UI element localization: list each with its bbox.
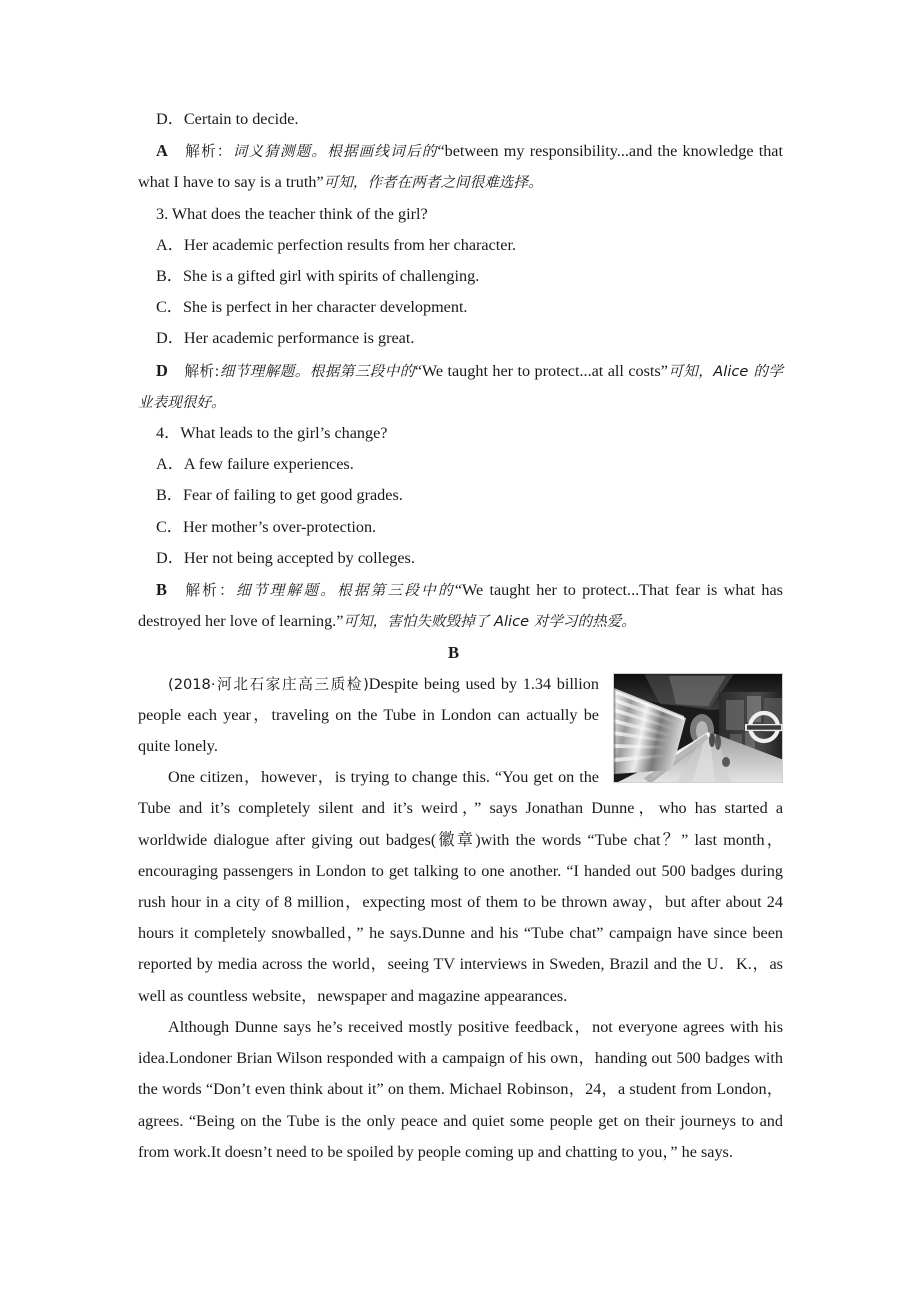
explanation-text-cn-2: 可知，害怕失败毁掉了 Alice 对学习的热爱。 (343, 613, 636, 631)
question4-option-a: A．A few failure experiences. (156, 455, 354, 474)
explanation-text-cn-2: 可知，Alice 的学业表现很好。 (138, 362, 783, 411)
question3-option-d: D．Her academic performance is great. (156, 329, 415, 348)
question4-option-d: D．Her not being accepted by colleges. (156, 548, 415, 567)
london-underground-platform-photo (613, 673, 783, 783)
question3-explanation (138, 355, 783, 418)
explanation-label: 解析： (183, 582, 236, 600)
explanation-label: 解析: (184, 362, 220, 380)
question3-option-b: B．She is a gifted girl with spirits of challenging. (156, 267, 480, 286)
page-content (138, 104, 783, 1168)
question2-answer-key: A (156, 141, 169, 161)
question2-option-d: D．Certain to decide. (156, 110, 299, 128)
photo-inner (614, 674, 782, 782)
explanation-quote: “between my responsibility...and the knowledge that what I have to say is a truth” (138, 142, 783, 192)
question4-answer-key: B (156, 580, 168, 600)
passage-b (138, 669, 783, 1168)
subway-photo-svg (614, 674, 782, 782)
question2-explanation (138, 135, 783, 198)
question3-stem: 3. What does the teacher think of the girl? (156, 204, 428, 223)
explanation-quote: “We taught her to protect...That fear is what has destroyed her love of learning.” (138, 581, 783, 631)
passage-paragraph-2: One citizen，however，is trying to change this. “You get on the Tube and it’s completely silent and it’s weird，” says Jonathan Dunne，who has started a worldwide dialogue after giving out badges(徽章)with the words “Tube chat？” last month，encouraging passengers in London to get talking to one another. “I handed out 500 badges during rush hour in a city of 8 million，expecting most of them to be thrown away，but after about 24 hours it completely snowballed，” he says.Dunne and his “Tube chat” campaign have since been reported by media across the world，seeing TV interviews in Sweden, Brazil and the U．K.，as well as countless website，newspaper and magazine appearances. (138, 768, 783, 1005)
question3-answer-key: D (156, 360, 169, 380)
question3-option-c: C．She is perfect in her character development. (156, 298, 468, 317)
section-b-heading: B (447, 643, 460, 663)
explanation-label: 解析： (184, 143, 233, 161)
question3-option-a: A．Her academic perfection results from her character. (156, 235, 516, 254)
question4-explanation (138, 574, 783, 637)
passage-source: (2018·河北石家庄高三质检) (168, 675, 369, 693)
question4-stem: 4．What leads to the girl’s change? (156, 424, 388, 443)
explanation-text-cn-1: 词义猜测题。根据画线词后的 (232, 143, 438, 161)
explanation-quote: “We taught her to protect...at all costs” (414, 361, 668, 380)
question4-option-b: B．Fear of failing to get good grades. (156, 486, 403, 505)
explanation-text-cn-1: 细节理解题。根据第三段中的 (235, 582, 455, 600)
passage-paragraph-3: Although Dunne says he’s received mostly positive feedback，not everyone agrees with his idea.Londoner Brian Wilson responded with a campaign of his own，handing out 500 badges with the words “Don’t even think about it” on them. Michael Robinson，24，a student from London，agrees. “Being on the Tube is the only peace and quiet some people get on their journeys to and from work.It doesn’t need to be spoiled by people coming up and chatting to you，” he says. (138, 1017, 783, 1161)
question4-option-c: C．Her mother’s over-protection. (156, 517, 377, 536)
explanation-text-cn-2: 可知，作者在两者之间很难选择。 (323, 174, 543, 192)
passage-paragraph-1-text: Despite being used by 1.34 billion people each year，traveling on the Tube in London can actually be quite lonely. (138, 674, 599, 756)
explanation-text-cn-1: 细节理解题。根据第三段中的 (219, 362, 415, 380)
